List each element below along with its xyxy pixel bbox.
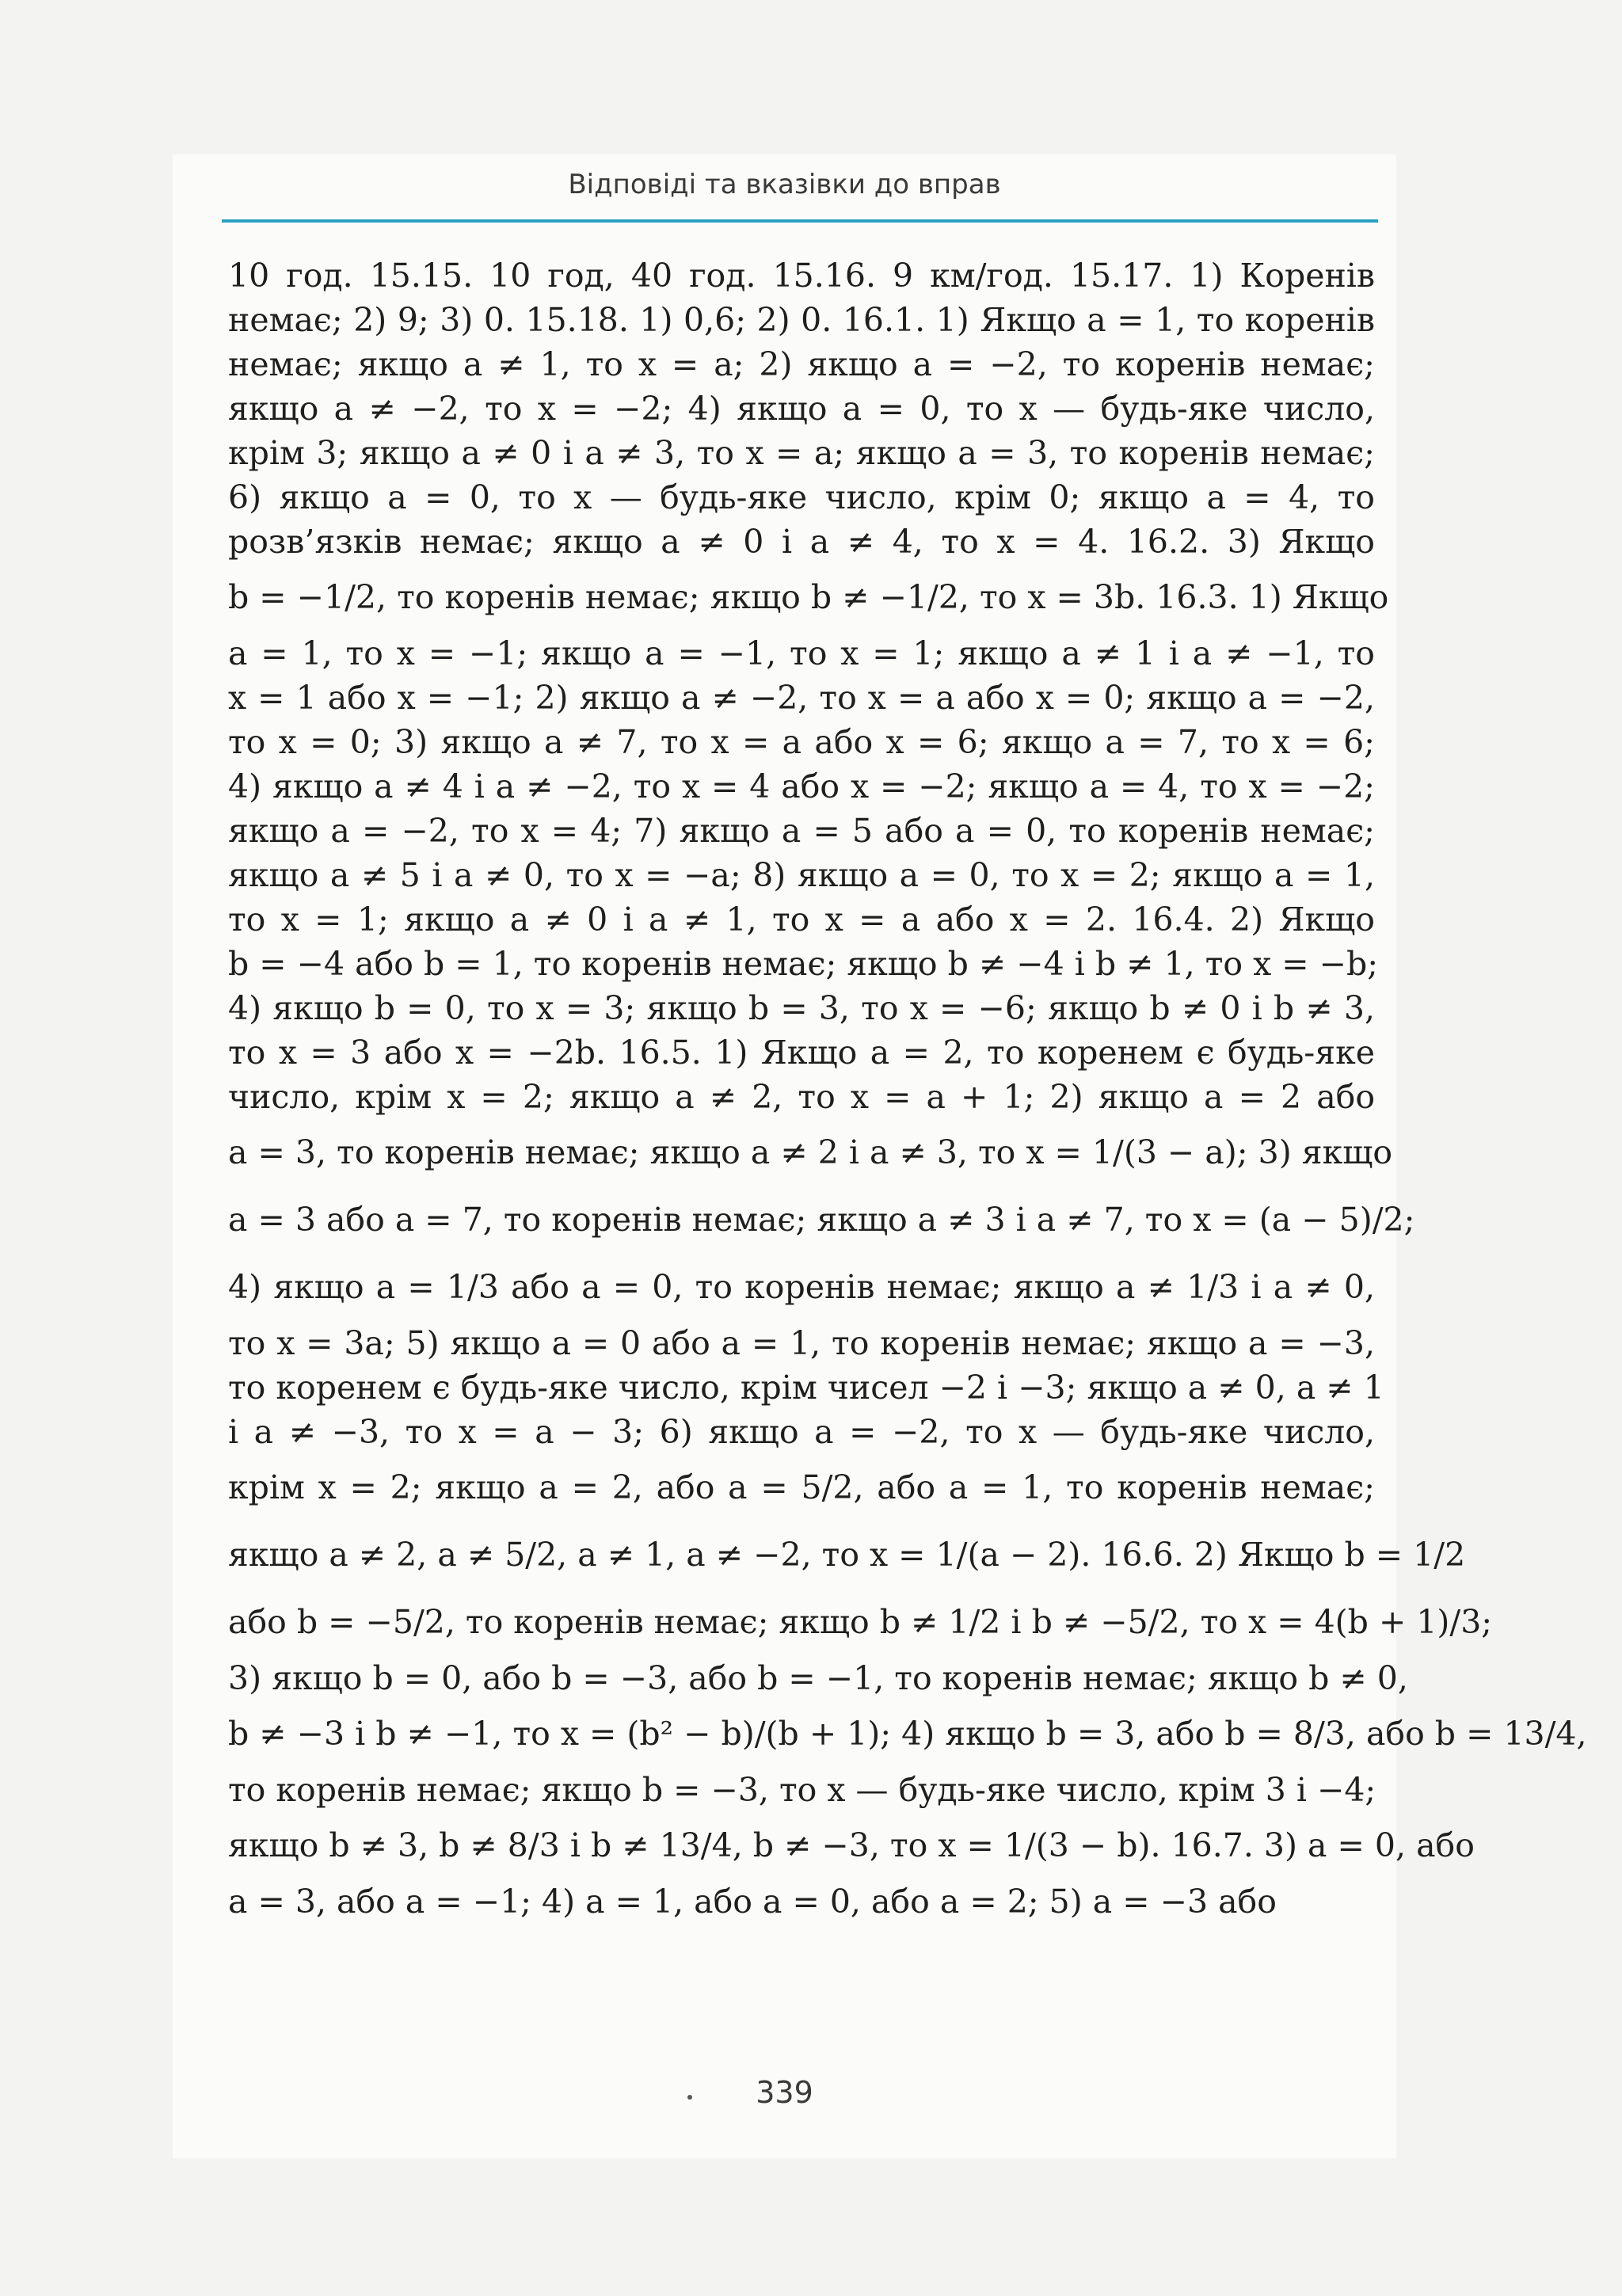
text-line: і a ≠ −3, то x = a − 3; 6) якщо a = −2, то x — будь-яке число, bbox=[228, 1413, 1375, 1451]
text-line: якщо b ≠ 3, b ≠ 8/3 і b ≠ 13/4, b ≠ −3, то x = 1/(3 − b). 16.7. 3) a = 0, або bbox=[228, 1826, 1475, 1864]
text-line: або b = −5/2, то коренів немає; якщо b ≠ 1/2 і b ≠ −5/2, то x = 4(b + 1)/3; bbox=[228, 1603, 1493, 1641]
running-header: Відповіді та вказівки до вправ bbox=[568, 169, 1001, 200]
text-line: a = 3 або a = 7, то коренів немає; якщо a ≠ 3 і a ≠ 7, то x = (a − 5)/2; bbox=[228, 1201, 1415, 1239]
text-line: 10 год. 15.15. 10 год, 40 год. 15.16. 9 км/год. 15.17. 1) Коренів bbox=[228, 257, 1375, 295]
text-line: то коренем є будь-яке число, крім чисел −2 і −3; якщо a ≠ 0, a ≠ 1 bbox=[228, 1369, 1384, 1407]
text-line: немає; якщо a ≠ 1, то x = a; 2) якщо a = −2, то коренів немає; bbox=[228, 345, 1375, 383]
text-line: то x = 0; 3) якщо a ≠ 7, то x = a або x = 6; якщо a = 7, то x = 6; bbox=[228, 723, 1375, 761]
text-line: якщо a ≠ −2, то x = −2; 4) якщо a = 0, то x — будь-яке число, bbox=[228, 390, 1375, 428]
header-rule bbox=[222, 219, 1378, 223]
text-line: якщо a ≠ 2, a ≠ 5/2, a ≠ 1, a ≠ −2, то x = 1/(a − 2). 16.6. 2) Якщо b = 1/2 bbox=[228, 1536, 1466, 1574]
text-line: число, крім x = 2; якщо a ≠ 2, то x = a + 1; 2) якщо a = 2 або bbox=[228, 1078, 1375, 1116]
text-line: то x = 3a; 5) якщо a = 0 або a = 1, то коренів немає; якщо a = −3, bbox=[228, 1324, 1375, 1362]
text-line: 6) якщо a = 0, то x — будь-яке число, крім 0; якщо a = 4, то bbox=[228, 478, 1375, 516]
answers-text bbox=[228, 253, 1587, 1924]
text-line: x = 1 або x = −1; 2) якщо a ≠ −2, то x = a або x = 0; якщо a = −2, bbox=[228, 679, 1375, 717]
text-line: b ≠ −3 і b ≠ −1, то x = (b² − b)/(b + 1); 4) якщо b = 3, або b = 8/3, або b = 13/4, bbox=[228, 1715, 1587, 1753]
text-line: 4) якщо b = 0, то x = 3; якщо b = 3, то x = −6; якщо b ≠ 0 і b ≠ 3, bbox=[228, 989, 1375, 1027]
text-line: a = 1, то x = −1; якщо a = −1, то x = 1; якщо a ≠ 1 і a ≠ −1, то bbox=[228, 634, 1375, 672]
text-line: то коренів немає; якщо b = −3, то x — будь-яке число, крім 3 і −4; bbox=[228, 1771, 1376, 1809]
text-line: a = 3, то коренів немає; якщо a ≠ 2 і a ≠ 3, то x = 1/(3 − a); 3) якщо bbox=[228, 1133, 1393, 1171]
text-line: то x = 1; якщо a ≠ 0 і a ≠ 1, то x = a або x = 2. 16.4. 2) Якщо bbox=[228, 901, 1375, 939]
book-page bbox=[173, 154, 1587, 2158]
text-line: немає; 2) 9; 3) 0. 15.18. 1) 0,6; 2) 0. 16.1. 1) Якщо a = 1, то коренів bbox=[228, 301, 1375, 339]
text-line: розв’язків немає; якщо a ≠ 0 і a ≠ 4, то x = 4. 16.2. 3) Якщо bbox=[228, 523, 1375, 561]
text-line: a = 3, або a = −1; 4) a = 1, або a = 0, або a = 2; 5) a = −3 або bbox=[228, 1883, 1277, 1921]
text-line: b = −4 або b = 1, то коренів немає; якщо b ≠ −4 і b ≠ 1, то x = −b; bbox=[228, 945, 1379, 983]
text-line: то x = 3 або x = −2b. 16.5. 1) Якщо a = 2, то коренем є будь-яке bbox=[228, 1034, 1375, 1072]
text-line: якщо a = −2, то x = 4; 7) якщо a = 5 або a = 0, то коренів немає; bbox=[228, 812, 1375, 850]
text-line: b = −1/2, то коренів немає; якщо b ≠ −1/2, то x = 3b. 16.3. 1) Якщо bbox=[228, 578, 1389, 616]
text-line: 3) якщо b = 0, або b = −3, або b = −1, то коренів немає; якщо b ≠ 0, bbox=[228, 1659, 1408, 1697]
text-line: крім 3; якщо a ≠ 0 і a ≠ 3, то x = a; якщо a = 3, то коренів немає; bbox=[228, 434, 1375, 472]
page-number: 339 bbox=[756, 2075, 813, 2110]
text-line: 4) якщо a ≠ 4 і a ≠ −2, то x = 4 або x = −2; якщо a = 4, то x = −2; bbox=[228, 767, 1375, 805]
text-line: 4) якщо a = 1/3 або a = 0, то коренів немає; якщо a ≠ 1/3 і a ≠ 0, bbox=[228, 1268, 1375, 1306]
text-line: крім x = 2; якщо a = 2, або a = 5/2, або a = 1, то коренів немає; bbox=[228, 1468, 1375, 1506]
text-line: якщо a ≠ 5 і a ≠ 0, то x = −a; 8) якщо a = 0, то x = 2; якщо a = 1, bbox=[228, 856, 1375, 894]
